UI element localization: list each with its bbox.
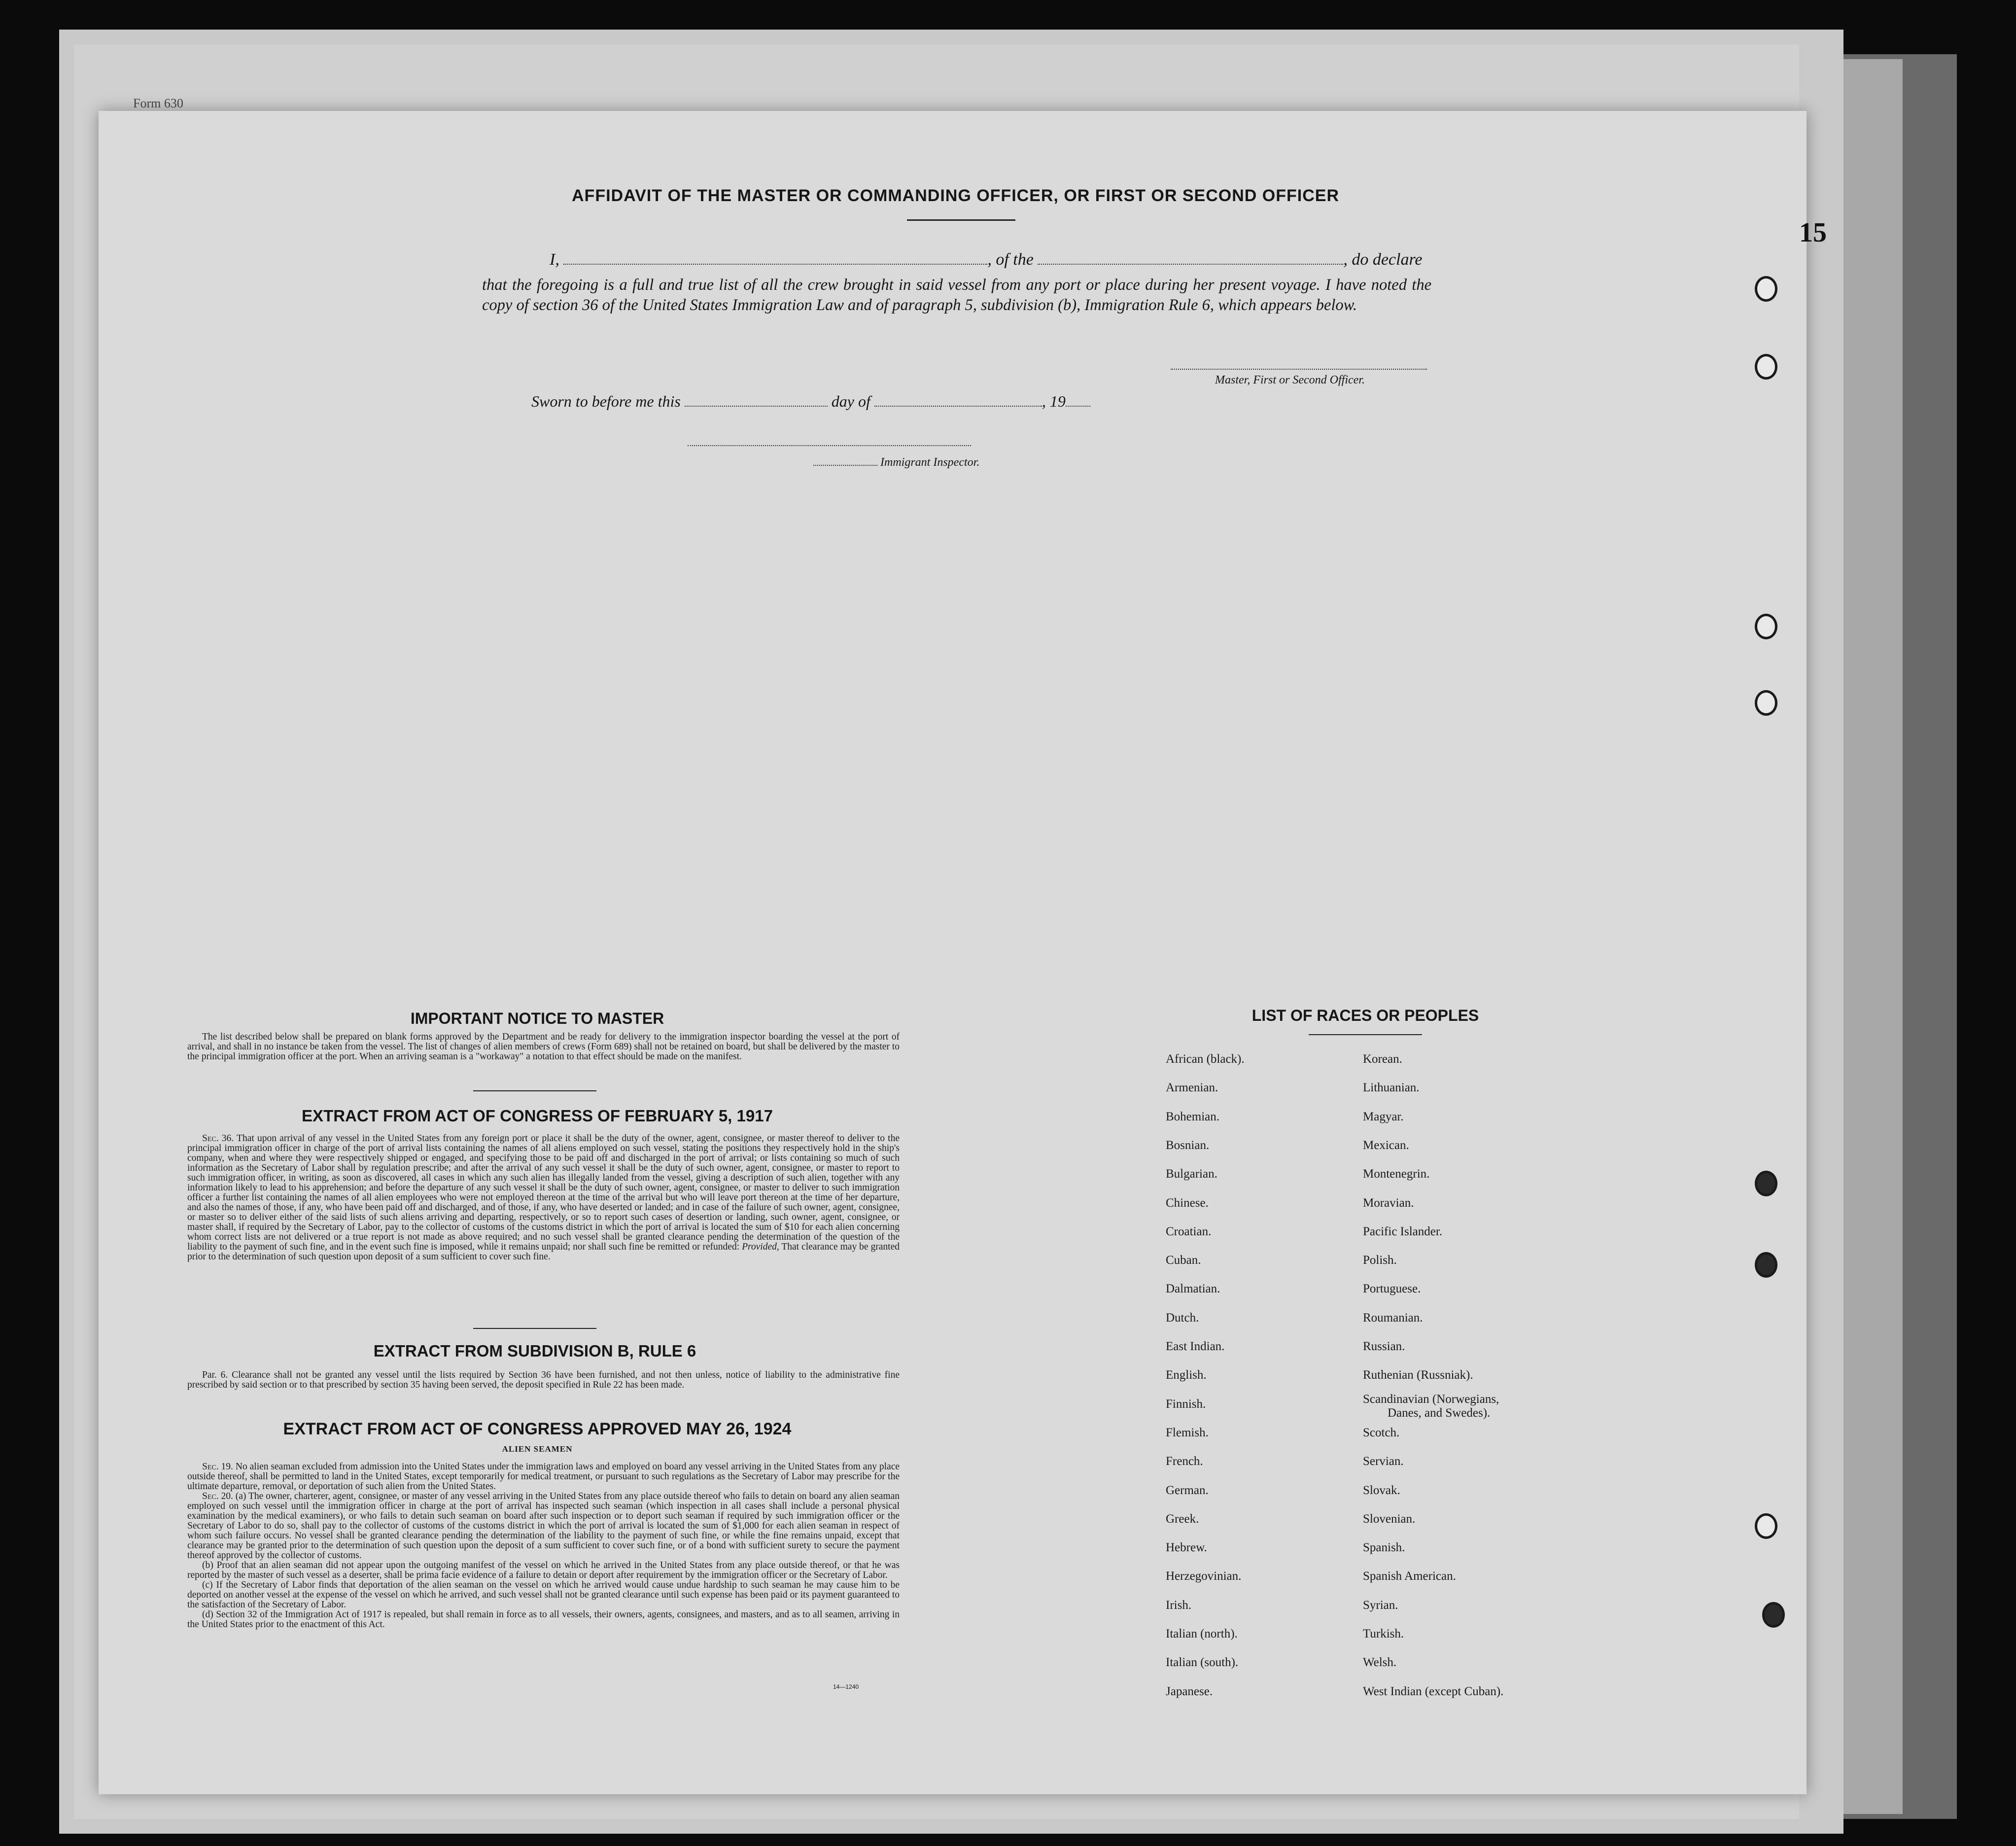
race-item: Roumanian. (1363, 1311, 1423, 1324)
race-item: Bohemian. (1166, 1110, 1220, 1123)
provided-label: Provided, (742, 1242, 779, 1252)
extract-1924-title: EXTRACT FROM ACT OF CONGRESS APPROVED MAY 26, 1924 (283, 1420, 792, 1438)
race-item: Spanish. (1363, 1541, 1405, 1555)
race-item: Portuguese. (1363, 1282, 1421, 1296)
inspector-blank (813, 457, 877, 466)
sec-36-text: That upon arrival of any vessel in the United States from any foreign port or place it shall be the duty of the owner, agent, consignee, or master thereof to deliver to the principal immigration officer in charge of the port of arrival lists containing the names of all aliens employed on such vessel, stating the positions they respectively hold in the ship's company, when and where they were respectively shipped or engaged, and specifying those to be paid off and discharged in the port of arrival; or lists containing so much of such information as the Secretary of Labor shall by regulation prescribe; and after the arrival of any such vessel it shall be the duty of such owner, agent, consignee, or master to report to such immigration officer, in writing, as soon as discovered, all cases in which any such alien has illegally landed from the vessel, giving a description of such alien, together with any information likely to lead to his apprehension; and before the departure of any such vessel it shall be the duty of such owner, agent, consignee, or master to deliver to such immigration officer a further list containing the names of all alien employees who were not employed thereon at the time of the arrival but who will leave port thereon at the time of her departure, and also the names of those, if any, who have been paid off and discharged, and of those, if any, who have deserted or landed; and in case of the failure of such owner, agent, consignee, or master so to deliver either of the said lists of such aliens arriving and departing, respectively, or so to report such cases of desertion or landing, such owner, agent, consignee, or master shall, if required by the Secretary of Labor, pay to the collector of customs of the customs district in which the port of arrival is located the sum of $10 for each alien concerning whom correct lists are not delivered or a true report is not made as above required; and no such vessel shall be granted clearance pending the determination of the question of the liability to the payment of such fine, and in the event such fine is imposed, while it remains unpaid; nor shall such fine be remitted or refunded: (187, 1133, 900, 1252)
race-item: Mexican. (1363, 1138, 1409, 1152)
race-item: Cuban. (1166, 1254, 1201, 1267)
day-of-label: day of (831, 392, 870, 410)
race-item: Greek. (1166, 1512, 1199, 1526)
form-label: Form 630 (133, 96, 183, 110)
sec-19-label: Sec. 19. (202, 1462, 233, 1472)
do-declare-label: , do declare (1343, 250, 1423, 269)
race-item: Scotch. (1363, 1426, 1400, 1439)
extract-rule6-title: EXTRACT FROM SUBDIVISION B, RULE 6 (373, 1342, 696, 1360)
race-item: Pacific Islander. (1363, 1224, 1443, 1238)
sec-36-label: Sec. 36. (202, 1133, 234, 1144)
sec-20-label: Sec. 20. (202, 1491, 233, 1501)
race-item: Dutch. (1166, 1311, 1199, 1324)
binder-hole (1755, 1252, 1777, 1278)
race-item: Montenegrin. (1363, 1167, 1430, 1181)
day-blank (685, 393, 828, 407)
section-20a-paragraph (187, 1492, 900, 1561)
notice-title: IMPORTANT NOTICE TO MASTER (410, 1010, 664, 1027)
race-item: Russian. (1363, 1340, 1405, 1353)
inspector-caption (813, 456, 979, 469)
section-rule (473, 1090, 596, 1091)
race-item: African (black). (1166, 1052, 1245, 1066)
section-20d-paragraph: (d) Section 32 of the Immigration Act of 1917 is repealed, but shall remain in force as to all vessels, their owners, agents, consignees, and masters, and as to all seamen, arriving in the United States prior to the enactment of this Act. (187, 1609, 900, 1630)
alien-seamen-subtitle: ALIEN SEAMEN (502, 1444, 573, 1454)
race-item: Chinese. (1166, 1196, 1209, 1210)
race-item: Polish. (1363, 1254, 1397, 1267)
binder-hole (1755, 690, 1777, 716)
race-item: Italian (south). (1166, 1656, 1239, 1670)
sec-20a-text: (a) The owner, charterer, agent, consignee, or master of any vessel arriving in the United States from any place outside thereof who fails to detain on board any alien seaman employed on such vessel until the immigration officer in charge at the port of arrival has inspected such seaman (which inspection in all cases shall include a personal physical examination by the medical examiners), or who fails to detain such seaman on board after such inspection or to deport such seaman if required by such immigration officer or the Secretary of Labor to do so, shall pay to the collector of customs of the customs district in which the port of arrival is located the sum of $1,000 for each alien seaman in respect of whom such failure occurs. No vessel shall be granted clearance pending the determination of the liability to the payment of such fine, or while the fine remains unpaid, except that clearance may be granted prior to the determination of such question upon the deposit of a sum sufficient to cover such fine, or of a bond with sufficient surety to secure the payment thereof approved by the collector of customs. (187, 1491, 900, 1561)
race-item: Moravian. (1363, 1196, 1414, 1210)
inspector-signature-line (688, 445, 971, 446)
year-blank (1066, 393, 1090, 407)
section-20c-paragraph: (c) If the Secretary of Labor finds that deportation of the alien seaman on the vessel on which he arrived would cause undue hardship to such seaman he may cause him to be deported on another vessel at the expense of the vessel on which he arrived, and such vessel shall not be granted clearance until such expense has been paid or its payment guaranteed to the satisfaction of the Secretary of Labor. (187, 1580, 900, 1610)
sec-19-text: No alien seaman excluded from admission into the United States under the immigration laws and employed on board any vessel arriving in the United States from any place outside thereof, shall be permitted to land in the United States, except temporarily for medical treatment, or pursuant to such regulations as the Secretary of Labor may prescribe for the ultimate departure, removal, or deportation of such alien from the United States. (187, 1462, 900, 1492)
binder-hole (1762, 1602, 1785, 1628)
section-36-paragraph (187, 1134, 900, 1262)
par-6-paragraph: Par. 6. Clearance shall not be granted any vessel until the lists required by Section 36 have been furnished, and not then unless, notice of liability to the administrative fine prescribed by said section or to that prescribed by section 35 having been served, the deposit specified in Rule 22 has been made. (187, 1370, 900, 1390)
race-item: West Indian (except Cuban). (1363, 1684, 1504, 1698)
race-item: Bulgarian. (1166, 1167, 1217, 1181)
race-item: Italian (north). (1166, 1627, 1238, 1640)
race-item: Finnish. (1166, 1397, 1206, 1411)
sworn-line (531, 392, 1090, 411)
race-item: Scandinavian (Norwegians, (1363, 1392, 1499, 1406)
binder-hole (1755, 1171, 1777, 1196)
race-item: German. (1166, 1483, 1209, 1497)
race-item: Flemish. (1166, 1426, 1209, 1439)
race-item: Ruthenian (Russniak). (1363, 1368, 1473, 1382)
race-item: Dalmatian. (1166, 1282, 1220, 1296)
affidavit-title: AFFIDAVIT OF THE MASTER OR COMMANDING OFFICER, OR FIRST OR SECOND OFFICER (572, 186, 1339, 205)
notice-paragraph: The list described below shall be prepared on blank forms approved by the Department and be ready for delivery to the immigration inspector boarding the vessel at the port of arrival, and shall in no instance be taken from the vessel. The list of changes of alien members of crews (Form 689) shall not be retained on board, but shall be delivered by the master to the principal immigration officer at the port. When an arriving seaman is a "workaway" a notation to that effect should be made on the manifest. (187, 1032, 900, 1062)
race-item: Slovak. (1363, 1483, 1400, 1497)
affidavit-declaration-line (550, 250, 1423, 269)
races-rule (1309, 1034, 1422, 1035)
binder-hole (1755, 614, 1777, 639)
master-caption: Master, First or Second Officer. (1215, 374, 1365, 386)
print-code: 14—1240 (833, 1683, 859, 1690)
binder-hole (1755, 1513, 1777, 1539)
race-item: French. (1166, 1455, 1203, 1468)
vessel-blank (1038, 251, 1343, 265)
race-item: Korean. (1363, 1052, 1402, 1066)
section-20b-paragraph: (b) Proof that an alien seaman did not appear upon the outgoing manifest of the vessel on which he arrived in the United States from any place outside thereof, or that he was reported by the master of such vessel as a deserter, shall be prima facie evidence of a failure to detain or deport after requirement by the immigration officer or the Secretary of Labor. (187, 1560, 900, 1580)
race-item: East Indian. (1166, 1340, 1225, 1353)
notice-text (187, 1032, 900, 1062)
section-rule (473, 1328, 596, 1329)
race-item: Slovenian. (1363, 1512, 1416, 1526)
sec-36-text-end: That clearance may be granted prior to the determination of such question upon deposit of a sum sufficient to cover such fine. (187, 1242, 900, 1262)
month-blank (874, 393, 1042, 407)
master-signature-line (1171, 369, 1427, 370)
binder-hole (1755, 276, 1777, 302)
race-item: Japanese. (1166, 1684, 1213, 1698)
race-item: Herzegovinian. (1166, 1569, 1242, 1583)
name-blank (563, 251, 987, 265)
of-the-label: , of the (987, 250, 1034, 269)
races-title: LIST OF RACES OR PEOPLES (1251, 1007, 1479, 1024)
section-19-paragraph (187, 1462, 900, 1492)
inspector-caption-text: Immigrant Inspector. (880, 456, 980, 469)
race-item: English. (1166, 1368, 1207, 1382)
binder-hole (1755, 354, 1777, 380)
race-item: Bosnian. (1166, 1138, 1210, 1152)
race-item: Croatian. (1166, 1224, 1212, 1238)
race-item: Magyar. (1363, 1110, 1404, 1123)
race-item: Welsh. (1363, 1656, 1397, 1670)
race-item: Servian. (1363, 1455, 1404, 1468)
race-item: Hebrew. (1166, 1541, 1207, 1555)
sworn-label: Sworn to before me this (531, 392, 681, 410)
race-item: Spanish American. (1363, 1569, 1456, 1583)
title-rule (907, 219, 1015, 221)
extract-1924-text (187, 1462, 900, 1630)
race-item: Syrian. (1363, 1598, 1398, 1612)
race-item: Danes, and Swedes). (1388, 1406, 1491, 1420)
race-item: Armenian. (1166, 1081, 1218, 1095)
extract-rule6-text (187, 1370, 900, 1390)
year-label: , 19 (1042, 392, 1066, 410)
race-item: Irish. (1166, 1598, 1192, 1612)
extract-1917-text (187, 1134, 900, 1262)
race-item: Lithuanian. (1363, 1081, 1420, 1095)
i-label: I, (550, 250, 559, 269)
affidavit-body: that the foregoing is a full and true list of all the crew brought in said vessel from any port or place during her present voyage. I have noted the copy of section 36 of the United States Immigration Law and of paragraph 5, subdivision (b), Immigration Rule 6, which appears below. (482, 276, 1431, 314)
page-number: 15 (1799, 217, 1827, 248)
race-item: Turkish. (1363, 1627, 1404, 1640)
extract-1917-title: EXTRACT FROM ACT OF CONGRESS OF FEBRUARY 5, 1917 (302, 1107, 773, 1125)
